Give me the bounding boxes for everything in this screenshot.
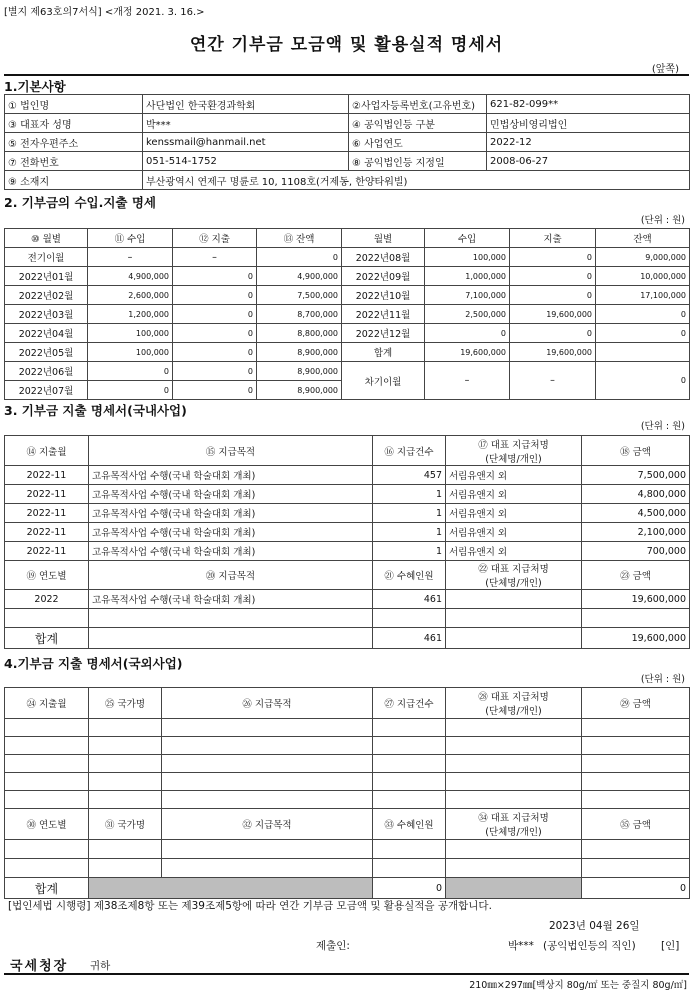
table-row — [5, 152, 690, 171]
empty-cell — [89, 755, 162, 773]
section3-unit: (단위 : 원) — [640, 421, 685, 432]
table-row — [5, 362, 690, 381]
page-side-label: (앞쪽) — [651, 64, 679, 75]
info-label: ⑨ 소재지 — [5, 171, 143, 190]
month-cell: 2022년11월 — [342, 305, 425, 324]
section3-heading: 3. 기부금 지출 명세서(국내사업) — [4, 403, 187, 418]
month-cell: 2022년09월 — [342, 267, 425, 286]
month-cell: 2022년07월 — [5, 381, 88, 400]
empty-cell — [582, 791, 690, 809]
amount-cell: 0 — [173, 362, 257, 381]
column-header: 월별 — [342, 229, 425, 248]
domestic-expense-table — [4, 435, 690, 649]
empty-cell — [89, 737, 162, 755]
empty-cell — [582, 609, 690, 628]
amount-cell: 100,000 — [88, 324, 173, 343]
count-cell: 457 — [373, 466, 446, 485]
submitter-label: 제출인: — [316, 940, 350, 952]
table-row — [5, 171, 690, 190]
info-label: ① 법인명 — [5, 95, 143, 114]
amount-cell: 700,000 — [582, 542, 690, 561]
empty-cell — [446, 859, 582, 878]
empty-cell — [373, 840, 446, 859]
info-label: ⑧ 공익법인등 지정일 — [349, 152, 487, 171]
month-cell: 2022-11 — [5, 485, 89, 504]
empty-cell — [5, 859, 89, 878]
table-row — [5, 809, 690, 840]
column-header: ⑫ 지출 — [173, 229, 257, 248]
amount-cell: 9,000,000 — [596, 248, 690, 267]
form-number: [별지 제63호의7서식] <개정 2021. 3. 16.> — [4, 7, 205, 18]
recipient-office: 국세청장 — [10, 959, 69, 974]
amount-cell: 8,800,000 — [257, 324, 342, 343]
submitter-name: 박*** — [508, 940, 534, 952]
amount-cell: 8,900,000 — [257, 343, 342, 362]
empty-cell — [89, 719, 162, 737]
month-cell: 2022년02월 — [5, 286, 88, 305]
empty-cell — [89, 773, 162, 791]
month-cell: 2022년10월 — [342, 286, 425, 305]
empty-cell — [373, 791, 446, 809]
empty-cell — [162, 737, 373, 755]
header-subline: (단체명/개인) — [485, 578, 542, 589]
purpose-cell: 고유목적사업 수행(국내 학술대회 개최) — [89, 466, 373, 485]
amount-cell: 0 — [173, 324, 257, 343]
amount-cell: 0 — [510, 286, 596, 305]
payee-cell: 서림유앤지 외 — [446, 542, 582, 561]
table-row — [5, 485, 690, 504]
column-header: ⑬ 잔액 — [257, 229, 342, 248]
amount-cell: – — [88, 248, 173, 267]
amount-cell — [596, 343, 690, 362]
table-row — [5, 343, 690, 362]
carry-over-label: 차기이월 — [342, 362, 425, 400]
total-count: 461 — [373, 628, 446, 649]
table-row — [5, 590, 690, 609]
table-row — [5, 561, 690, 590]
column-header — [446, 688, 582, 719]
section4-unit: (단위 : 원) — [640, 674, 685, 685]
disclosure-statement: [법인세법 시행령] 제38조제8항 또는 제39조제5항에 따라 연간 기부금 모금액 및 활용실적을 공개합니다. — [8, 900, 492, 912]
table-row — [5, 840, 690, 859]
empty-cell — [446, 755, 582, 773]
empty-cell — [446, 840, 582, 859]
column-header: ㉝ 수혜인원 — [373, 809, 446, 840]
overseas-expense-table — [4, 687, 690, 899]
table-row — [5, 229, 690, 248]
info-value: 2022-12 — [487, 133, 690, 152]
seal-mark: [인] — [661, 940, 680, 952]
table-row — [5, 609, 690, 628]
document-title: 연간 기부금 모금액 및 활용실적 명세서 — [189, 35, 504, 55]
payee-cell: 서림유앤지 외 — [446, 504, 582, 523]
purpose-cell: 고유목적사업 수행(국내 학술대회 개최) — [89, 523, 373, 542]
submitter-role: (공익법인등의 직인) — [543, 940, 636, 952]
empty-cell — [162, 719, 373, 737]
amount-cell: 0 — [425, 324, 510, 343]
top-divider — [4, 74, 689, 76]
amount-cell: 4,900,000 — [88, 267, 173, 286]
count-cell: 1 — [373, 485, 446, 504]
column-header: ⑲ 연도별 — [5, 561, 89, 590]
amount-cell: 17,100,000 — [596, 286, 690, 305]
table-row — [5, 719, 690, 737]
amount-cell: 0 — [88, 381, 173, 400]
empty-cell — [5, 755, 89, 773]
column-header: ⑳ 지급목적 — [89, 561, 373, 590]
header-subline: (단체명/개인) — [485, 706, 542, 717]
header-subline: (단체명/개인) — [485, 453, 542, 465]
info-value: 051-514-1752 — [143, 152, 349, 171]
payee-cell: 서림유앤지 외 — [446, 466, 582, 485]
amount-cell: 2,600,000 — [88, 286, 173, 305]
empty-cell — [162, 859, 373, 878]
table-row — [5, 523, 690, 542]
purpose-cell: 고유목적사업 수행(국내 학술대회 개최) — [89, 504, 373, 523]
table-row — [5, 114, 690, 133]
amount-cell: 2,500,000 — [425, 305, 510, 324]
amount-cell: 100,000 — [425, 248, 510, 267]
info-value: 민법상비영리법인 — [487, 114, 690, 133]
amount-cell: 4,800,000 — [582, 485, 690, 504]
total-amount: 0 — [582, 878, 690, 899]
section1-heading: 1.기본사항 — [4, 79, 66, 94]
header-line: ⑰ 대표 지급처명 — [478, 439, 549, 451]
table-row — [5, 688, 690, 719]
empty-cell — [582, 755, 690, 773]
total-label: 합계 — [5, 628, 89, 649]
recipient-suffix: 귀하 — [90, 960, 111, 972]
amount-cell: 7,500,000 — [582, 466, 690, 485]
amount-cell: 10,000,000 — [596, 267, 690, 286]
column-header: ㉖ 지급목적 — [162, 688, 373, 719]
table-row — [5, 436, 690, 466]
empty-cell — [89, 628, 373, 649]
purpose-cell: 고유목적사업 수행(국내 학술대회 개최) — [89, 590, 373, 609]
amount-cell: 7,500,000 — [257, 286, 342, 305]
info-label: ⑥ 사업연도 — [349, 133, 487, 152]
empty-cell — [582, 737, 690, 755]
column-header: ㉛ 국가명 — [89, 809, 162, 840]
purpose-cell: 고유목적사업 수행(국내 학술대회 개최) — [89, 485, 373, 504]
section2-heading: 2. 기부금의 수입.지출 명세 — [4, 195, 157, 210]
amount-cell: 0 — [510, 248, 596, 267]
empty-cell — [5, 773, 89, 791]
month-cell: 2022년12월 — [342, 324, 425, 343]
empty-cell — [446, 791, 582, 809]
empty-cell — [582, 773, 690, 791]
total-count: 0 — [373, 878, 446, 899]
empty-cell — [373, 859, 446, 878]
empty-cell — [162, 773, 373, 791]
shaded-cell — [89, 878, 373, 899]
amount-cell: 0 — [257, 248, 342, 267]
amount-cell: 0 — [173, 343, 257, 362]
info-label: ⑤ 전자우편주소 — [5, 133, 143, 152]
empty-cell — [162, 755, 373, 773]
table-row — [5, 305, 690, 324]
info-value: kenssmail@hanmail.net — [143, 133, 349, 152]
amount-cell: 19,600,000 — [582, 590, 690, 609]
amount-cell: 0 — [88, 362, 173, 381]
month-cell: 합계 — [342, 343, 425, 362]
empty-cell — [446, 737, 582, 755]
amount-cell: 0 — [173, 286, 257, 305]
amount-cell: 0 — [596, 305, 690, 324]
column-header: ㉔ 지출월 — [5, 688, 89, 719]
empty-cell — [582, 840, 690, 859]
amount-cell: 4,500,000 — [582, 504, 690, 523]
column-header: ⑮ 지급목적 — [89, 436, 373, 466]
column-header — [446, 561, 582, 590]
column-header: ⑱ 금액 — [582, 436, 690, 466]
empty-cell — [162, 791, 373, 809]
table-row — [5, 466, 690, 485]
info-label: ④ 공익법인등 구분 — [349, 114, 487, 133]
amount-cell: 2,100,000 — [582, 523, 690, 542]
column-header: 잔액 — [596, 229, 690, 248]
column-header: 수입 — [425, 229, 510, 248]
shaded-cell — [446, 878, 582, 899]
column-header: ⑩ 월별 — [5, 229, 88, 248]
column-header: ⑯ 지급건수 — [373, 436, 446, 466]
column-header: ㉜ 지급목적 — [162, 809, 373, 840]
empty-cell — [373, 737, 446, 755]
empty-cell — [373, 609, 446, 628]
amount-cell: 8,900,000 — [257, 381, 342, 400]
column-header — [446, 436, 582, 466]
month-cell: 2022년05월 — [5, 343, 88, 362]
empty-cell — [446, 628, 582, 649]
table-row — [5, 504, 690, 523]
year-cell: 2022 — [5, 590, 89, 609]
empty-cell — [5, 719, 89, 737]
amount-cell: 0 — [510, 267, 596, 286]
month-cell: 2022년06월 — [5, 362, 88, 381]
column-header: ㉕ 국가명 — [89, 688, 162, 719]
info-label: ⑦ 전화번호 — [5, 152, 143, 171]
column-header: ㉓ 금액 — [582, 561, 690, 590]
table-row — [5, 755, 690, 773]
empty-cell — [582, 859, 690, 878]
amount-cell: 0 — [173, 381, 257, 400]
payee-cell: 서림유앤지 외 — [446, 523, 582, 542]
empty-cell — [373, 755, 446, 773]
bottom-divider — [4, 973, 689, 975]
column-header: ㉙ 금액 — [582, 688, 690, 719]
empty-cell — [373, 773, 446, 791]
section4-heading: 4.기부금 지출 명세서(국외사업) — [4, 656, 183, 671]
section2-unit: (단위 : 원) — [640, 215, 685, 226]
column-header — [446, 809, 582, 840]
month-cell: 2022년04월 — [5, 324, 88, 343]
address-value: 부산광역시 연제구 명륜로 10, 1108호(거제동, 한양타워빌) — [143, 171, 690, 190]
table-row — [5, 878, 690, 899]
info-label: ③ 대표자 성명 — [5, 114, 143, 133]
empty-cell — [5, 737, 89, 755]
payee-cell — [446, 590, 582, 609]
table-row — [5, 859, 690, 878]
amount-cell: 4,900,000 — [257, 267, 342, 286]
paper-spec: 210㎜×297㎜[백상지 80g/㎡ 또는 중질지 80g/㎡] — [469, 980, 687, 991]
header-subline: (단체명/개인) — [485, 827, 542, 838]
empty-cell — [582, 719, 690, 737]
table-row — [5, 628, 690, 649]
amount-cell: 0 — [596, 324, 690, 343]
empty-cell — [5, 609, 89, 628]
count-cell: 1 — [373, 542, 446, 561]
column-header: ㉗ 지급건수 — [373, 688, 446, 719]
empty-cell — [446, 773, 582, 791]
info-value: 2008-06-27 — [487, 152, 690, 171]
info-value: 사단법인 한국환경과학회 — [143, 95, 349, 114]
column-header: ㉚ 연도별 — [5, 809, 89, 840]
table-row — [5, 248, 690, 267]
table-row — [5, 324, 690, 343]
count-cell: 1 — [373, 504, 446, 523]
month-cell: 2022-11 — [5, 523, 89, 542]
empty-cell — [89, 840, 162, 859]
empty-cell — [89, 859, 162, 878]
amount-cell: 7,100,000 — [425, 286, 510, 305]
total-label: 합계 — [5, 878, 89, 899]
month-cell: 2022-11 — [5, 504, 89, 523]
empty-cell — [446, 609, 582, 628]
table-row — [5, 286, 690, 305]
month-cell: 2022년03월 — [5, 305, 88, 324]
amount-cell: 19,600,000 — [510, 305, 596, 324]
empty-cell — [5, 791, 89, 809]
table-row — [5, 267, 690, 286]
column-header: ⑪ 수입 — [88, 229, 173, 248]
info-label: ②사업자등록번호(고유번호) — [349, 95, 487, 114]
column-header: 지출 — [510, 229, 596, 248]
table-row — [5, 791, 690, 809]
amount-cell: 1,000,000 — [425, 267, 510, 286]
header-line: ㉘ 대표 지급처명 — [478, 692, 549, 703]
amount-cell: 0 — [173, 267, 257, 286]
basic-info-table — [4, 94, 690, 190]
amount-cell: 100,000 — [88, 343, 173, 362]
amount-cell: 19,600,000 — [425, 343, 510, 362]
month-cell: 2022년08월 — [342, 248, 425, 267]
amount-cell: – — [173, 248, 257, 267]
submission-date: 2023년 04월 26일 — [549, 920, 640, 932]
amount-cell: 8,700,000 — [257, 305, 342, 324]
column-header: ⑭ 지출월 — [5, 436, 89, 466]
table-row — [5, 737, 690, 755]
purpose-cell: 고유목적사업 수행(국내 학술대회 개최) — [89, 542, 373, 561]
amount-cell: 8,900,000 — [257, 362, 342, 381]
month-cell: 2022-11 — [5, 466, 89, 485]
info-value: 박*** — [143, 114, 349, 133]
column-header: ㉟ 금액 — [582, 809, 690, 840]
info-value: 621-82-099** — [487, 95, 690, 114]
header-line: ㉒ 대표 지급처명 — [478, 564, 549, 575]
header-line: ㉞ 대표 지급처명 — [478, 813, 549, 824]
empty-cell — [373, 719, 446, 737]
total-amount: 19,600,000 — [582, 628, 690, 649]
table-row — [5, 773, 690, 791]
payee-cell: 서림유앤지 외 — [446, 485, 582, 504]
empty-cell — [5, 840, 89, 859]
amount-cell: – — [425, 362, 510, 400]
count-cell: 1 — [373, 523, 446, 542]
empty-cell — [446, 719, 582, 737]
empty-cell — [89, 791, 162, 809]
empty-cell — [89, 609, 373, 628]
column-header: ㉑ 수혜인원 — [373, 561, 446, 590]
empty-cell — [162, 840, 373, 859]
amount-cell: 1,200,000 — [88, 305, 173, 324]
amount-cell: 0 — [596, 362, 690, 400]
month-cell: 2022년01월 — [5, 267, 88, 286]
count-cell: 461 — [373, 590, 446, 609]
month-cell: 2022-11 — [5, 542, 89, 561]
table-row — [5, 133, 690, 152]
amount-cell: 0 — [510, 324, 596, 343]
income-expense-table — [4, 228, 690, 400]
amount-cell: 0 — [173, 305, 257, 324]
amount-cell: 19,600,000 — [510, 343, 596, 362]
amount-cell: – — [510, 362, 596, 400]
table-row — [5, 95, 690, 114]
table-row — [5, 542, 690, 561]
month-cell: 전기이월 — [5, 248, 88, 267]
